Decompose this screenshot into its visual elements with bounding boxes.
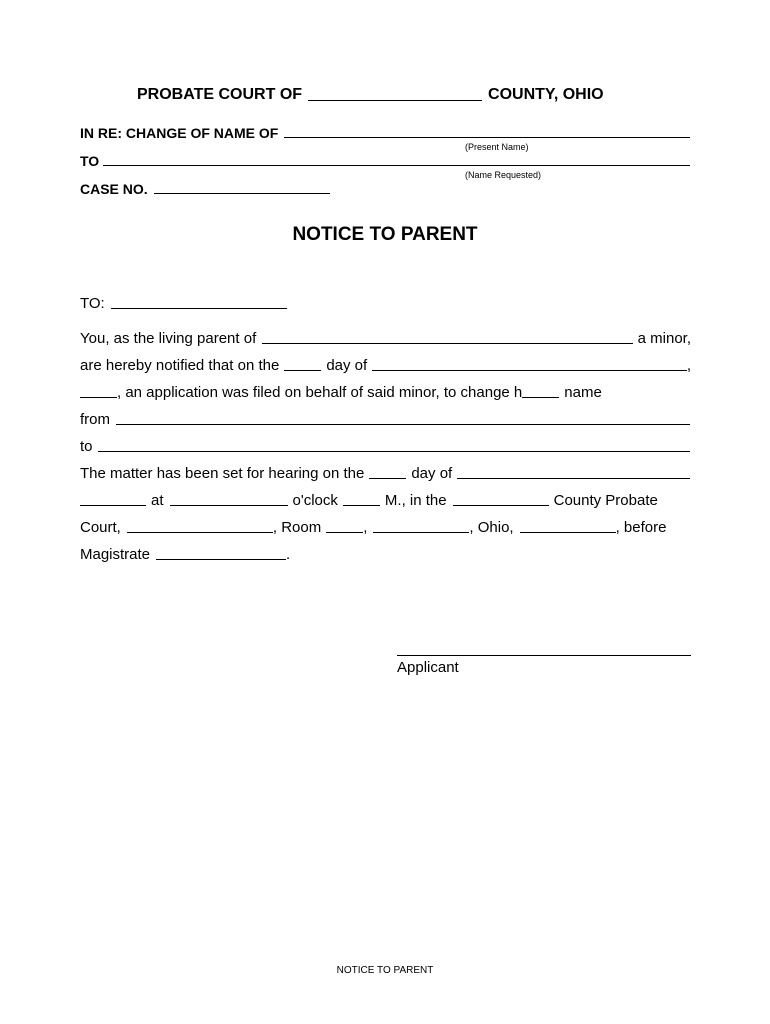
signature-label: Applicant: [397, 659, 459, 676]
name-requested-field[interactable]: [103, 164, 690, 166]
in-re-line: [80, 123, 691, 141]
line6-text-a: The matter has been set for hearing on the: [80, 465, 365, 482]
from-name-field[interactable]: [116, 423, 690, 425]
line8-text-b: , Room: [272, 519, 322, 536]
hearing-time-field[interactable]: [170, 504, 288, 506]
case-no-field[interactable]: [154, 192, 330, 194]
body-line-3: [80, 381, 602, 401]
line8-text-d: , Ohio,: [469, 519, 514, 536]
case-no-line: [80, 179, 331, 197]
line2-text-b: day of: [326, 357, 368, 374]
body-line-8: [80, 516, 666, 536]
body-line-7: [80, 489, 658, 509]
name-requested-caption: (Name Requested): [465, 170, 542, 180]
body-line-9: [80, 543, 290, 563]
filing-day-field[interactable]: [284, 369, 321, 371]
line1-text-b: a minor,: [637, 330, 691, 347]
street-field[interactable]: [373, 531, 469, 533]
body-line-4: [80, 408, 691, 428]
hearing-year-field[interactable]: [80, 504, 146, 506]
filing-year-field[interactable]: [80, 396, 117, 398]
magistrate-field[interactable]: [156, 558, 286, 560]
line7-text-a: at: [151, 492, 164, 509]
line3-text-b: name: [564, 384, 602, 401]
line4-text-a: from: [80, 411, 110, 428]
present-name-field[interactable]: [284, 136, 690, 138]
room-field[interactable]: [326, 531, 363, 533]
line6-text-b: day of: [411, 465, 453, 482]
line8-text-a: Court,: [80, 519, 121, 536]
county-field[interactable]: [308, 99, 482, 101]
signature-line[interactable]: [397, 655, 691, 656]
am-pm-field[interactable]: [343, 504, 380, 506]
to-name-label: TO: [80, 153, 100, 169]
county-probate-field[interactable]: [453, 504, 549, 506]
line9-text-a: Magistrate: [80, 546, 151, 563]
hearing-day-field[interactable]: [369, 477, 406, 479]
minor-name-field[interactable]: [262, 342, 632, 344]
line1-text-a: You, as the living parent of: [80, 330, 257, 347]
to-recipient-line: [80, 292, 288, 312]
pronoun-field[interactable]: [522, 396, 559, 398]
line3-text-a: , an application was filed on behalf of said minor, to change h: [117, 384, 523, 401]
hearing-month-field[interactable]: [457, 477, 690, 479]
page-footer: NOTICE TO PARENT: [336, 965, 434, 976]
court-line: [137, 82, 604, 104]
line2-text-c: ,: [686, 357, 691, 374]
body-line-5: [80, 435, 691, 455]
recipient-field[interactable]: [111, 307, 287, 309]
line8-text-e: , before: [615, 519, 667, 536]
court-prefix: PROBATE COURT OF: [137, 86, 303, 103]
to-name-field[interactable]: [98, 450, 690, 452]
to-name-line: [80, 151, 691, 169]
line8-text-c: ,: [363, 519, 368, 536]
body-line-6: [80, 462, 691, 482]
line5-text-a: to: [80, 438, 93, 455]
to-recipient-label: TO:: [80, 295, 105, 312]
court-address-field[interactable]: [127, 531, 273, 533]
line7-text-d: County Probate: [553, 492, 658, 509]
document-title: NOTICE TO PARENT: [292, 224, 478, 245]
line7-text-b: o'clock: [292, 492, 338, 509]
body-line-2: [80, 354, 691, 374]
line7-text-c: M., in the: [384, 492, 447, 509]
body-line-1: [80, 327, 691, 347]
present-name-caption: (Present Name): [465, 142, 529, 152]
case-no-label: CASE NO.: [80, 181, 148, 197]
line2-text-a: are hereby notified that on the: [80, 357, 280, 374]
city-field[interactable]: [520, 531, 616, 533]
line9-text-b: .: [286, 546, 291, 563]
court-suffix: COUNTY, OHIO: [488, 86, 604, 103]
filing-month-field[interactable]: [372, 369, 687, 371]
in-re-label: IN RE: CHANGE OF NAME OF: [80, 125, 279, 141]
